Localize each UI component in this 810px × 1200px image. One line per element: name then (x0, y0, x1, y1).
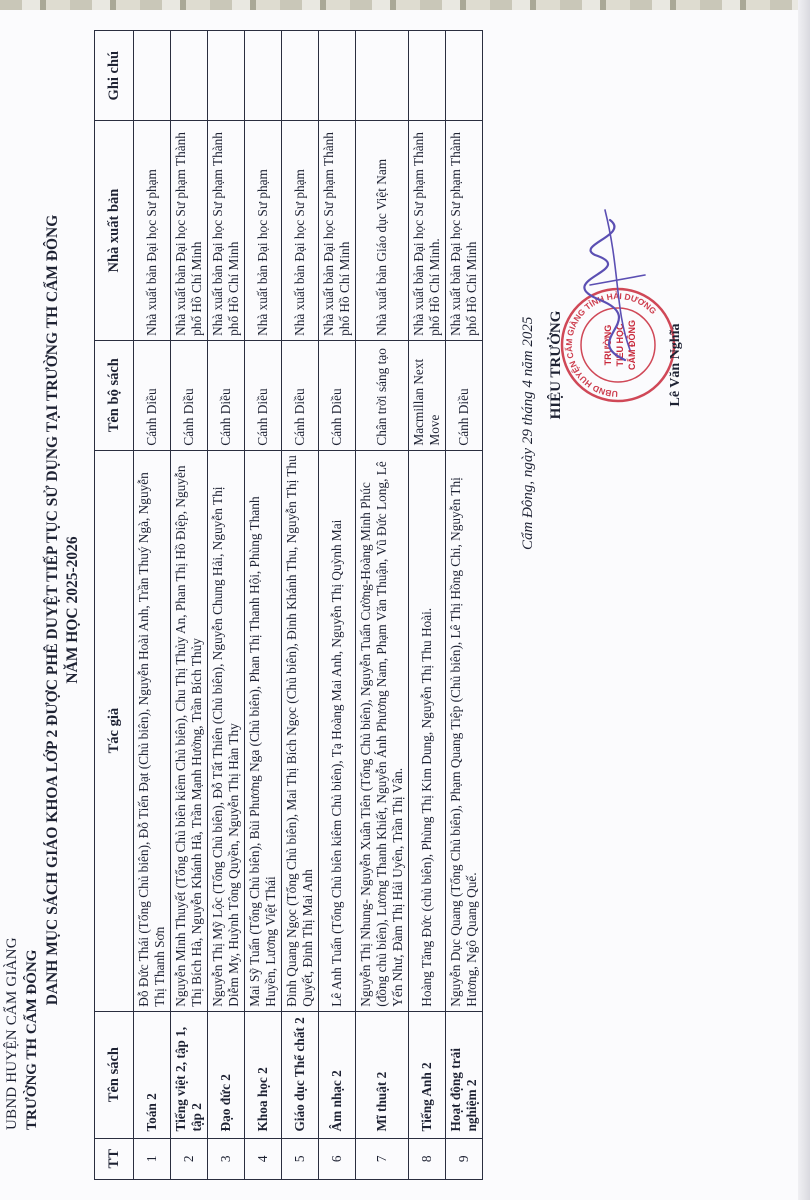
cell-book-name: Đạo đức 2 (208, 1011, 245, 1138)
col-header-publisher: Nhà xuất bản (95, 121, 134, 341)
signer-name: Lê Văn Nghĩa (668, 323, 683, 407)
cell-authors: Nguyễn Dục Quang (Tổng Chủ biên), Phạm Quang Tiệp (Chủ biên), Lê Thị Hồng Chi, Nguyễn Thị Hương, Ngô Quang Quế. (446, 450, 483, 1011)
table-row (134, 31, 171, 1180)
cell-book-name: Toán 2 (134, 1011, 171, 1138)
cell-authors: Lê Anh Tuấn (Tổng Chủ biên kiêm Chủ biên), Tạ Hoàng Mai Anh, Nguyễn Thị Quỳnh Mai (319, 450, 356, 1011)
col-header-book-name: Tên sách (95, 1011, 134, 1138)
school-name: TRƯỜNG TH CẨM ĐÔNG (24, 949, 40, 1130)
col-header-note: Ghi chú (95, 31, 134, 121)
cell-series: Cánh Diều (171, 340, 208, 450)
cell-tt: 9 (446, 1138, 483, 1179)
col-header-tt: TT (95, 1138, 134, 1179)
cell-book-name: Tiếng việt 2, tập 1, tập 2 (171, 1011, 208, 1138)
table-row (446, 31, 483, 1180)
handwritten-signature (570, 200, 660, 380)
cell-book-name: Giáo dục Thể chất 2 (282, 1011, 319, 1138)
cell-series: Cánh Diều (208, 340, 245, 450)
table-row (319, 31, 356, 1180)
cell-note (356, 31, 409, 121)
cell-authors: Mai Sỹ Tuấn (Tổng Chủ biên), Bùi Phương Nga (Chủ biên), Phan Thị Thanh Hội, Phùng Thanh Huyền, Lương Việt Thái (245, 450, 282, 1011)
col-header-authors: Tác giả (95, 450, 134, 1011)
cell-publisher: Nhà xuất bản Đại học Sư phạm Thành phố Hồ Chí Minh (446, 121, 483, 341)
org-name: UBND HUYỆN CẨM GIÀNG (4, 937, 20, 1130)
cell-tt: 2 (171, 1138, 208, 1179)
cell-publisher: Nhà xuất bản Đại học Sư phạm Thành phố Hồ Chí Minh (171, 121, 208, 341)
cell-note (245, 31, 282, 121)
cell-series: Macmillan Next Move (409, 340, 446, 450)
cell-publisher: Nhà xuất bản Đại học Sư phạm (134, 121, 171, 341)
cell-authors: Đỗ Đức Thái (Tổng Chủ biên), Đỗ Tiến Đạt (Chủ biên), Nguyễn Hoài Anh, Trần Thuý Ngà, Nguyễn Thị Thanh Sơn (134, 450, 171, 1011)
table-row (208, 31, 245, 1180)
table-row (245, 31, 282, 1180)
cell-book-name: Khoa học 2 (245, 1011, 282, 1138)
cell-note (134, 31, 171, 121)
signing-date: Cẩm Đông, ngày 29 tháng 4 năm 2025 (520, 316, 536, 550)
cell-series: Cánh Diều (134, 340, 171, 450)
cell-book-name: Hoạt động trải nghiệm 2 (446, 1011, 483, 1138)
cell-authors: Nguyễn Thị Nhung- Nguyễn Xuân Tiên (Tổng Chủ biên), Nguyễn Tuấn Cường-Hoàng Minh Phúc (đồng chủ biên), Lương Thanh Khiết, Nguyễn Ánh Phương Nam, Phạm Văn Thuận, Vũ Đức Long, Lê Yến Như, Đàm Thị Hải Uyên, Trần Thị Vân. (356, 450, 409, 1011)
cell-publisher: Nhà xuất bản Đại học Sư phạm (282, 121, 319, 341)
cell-note (282, 31, 319, 121)
cell-tt: 8 (409, 1138, 446, 1179)
cell-tt: 4 (245, 1138, 282, 1179)
document-title: DANH MỤC SÁCH GIÁO KHOA LỚP 2 ĐƯỢC PHÊ DUYỆT TIẾP TỤC SỬ DỤNG TẠI TRƯỜNG TH CẨM ĐÔNG (44, 214, 61, 1006)
cell-tt: 6 (319, 1138, 356, 1179)
table-header-row (95, 31, 134, 1180)
cell-series: Cánh Diều (245, 340, 282, 450)
svg-text:CẨM ĐÔNG: CẨM ĐÔNG (627, 320, 637, 370)
cell-book-name: Mĩ thuật 2 (356, 1011, 409, 1138)
signer-title: HIỆU TRƯỞNG (548, 310, 564, 420)
cell-note (409, 31, 446, 121)
cell-publisher: Nhà xuất bản Đại học Sư phạm Thành phố Hồ Chí Minh (208, 121, 245, 341)
col-header-series: Tên bộ sách (95, 340, 134, 450)
textbook-table (94, 30, 483, 1180)
cell-tt: 1 (134, 1138, 171, 1179)
cell-book-name: Tiếng Anh 2 (409, 1011, 446, 1138)
table-row (282, 31, 319, 1180)
cell-publisher: Nhà xuất bản Đại học Sư phạm (245, 121, 282, 341)
table-row (409, 31, 446, 1180)
cell-tt: 7 (356, 1138, 409, 1179)
cell-note (319, 31, 356, 121)
cell-note (171, 31, 208, 121)
cell-authors: Nguyễn Thị Mỹ Lộc (Tổng Chủ biên), Đỗ Tất Thiên (Chủ biên), Nguyễn Chung Hải, Nguyễn Thị Diễm My, Huỳnh Tông Quyền, Nguyễn Thị Hàn Thy (208, 450, 245, 1011)
cell-note (446, 31, 483, 121)
cell-series: Cánh Diều (282, 340, 319, 450)
school-year: NĂM HỌC 2025-2026 (64, 536, 81, 684)
cell-publisher: Nhà xuất bản Giáo dục Việt Nam (356, 121, 409, 341)
svg-text:UBND HUYỆN CẨM GIÀNG TỈNH HẢI: UBND HUYỆN CẨM GIÀNG TỈNH HẢI DƯƠNG (563, 290, 659, 400)
cell-tt: 3 (208, 1138, 245, 1179)
svg-text:TIỂU HỌC: TIỂU HỌC (615, 323, 625, 367)
cell-authors: Đinh Quang Ngọc (Tổng Chủ biên), Mai Thị Bích Ngọc (Chủ biên), Đinh Khánh Thu, Nguyễn Thị Thu Quyết, Đinh Thị Mai Anh (282, 450, 319, 1011)
cell-note (208, 31, 245, 121)
cell-series: Cánh Diều (319, 340, 356, 450)
cell-book-name: Âm nhạc 2 (319, 1011, 356, 1138)
cell-series: Chân trời sáng tạo (356, 340, 409, 450)
cell-series: Cánh Diều (446, 340, 483, 450)
cell-publisher: Nhà xuất bản Đại học Sư phạm Thành phố Hồ Chí Minh. (409, 121, 446, 341)
table-row (356, 31, 409, 1180)
cell-tt: 5 (282, 1138, 319, 1179)
table-row (171, 31, 208, 1180)
cell-authors: Hoàng Tăng Đức (chủ biên), Phùng Thị Kim Dung, Nguyễn Thị Thu Hoài. (409, 450, 446, 1011)
cell-publisher: Nhà xuất bản Đại học Sư phạm Thành phố Hồ Chí Minh (319, 121, 356, 341)
cell-authors: Nguyễn Minh Thuyết (Tổng Chủ biên kiêm Chủ biên), Chu Thị Thủy An, Phan Thị Hồ Điệp, Nguyễn Thị Bích Hà, Nguyễn Khánh Hà, Trần Mạnh Hưởng, Trần Bích Thủy (171, 450, 208, 1011)
svg-text:TRƯỜNG: TRƯỜNG (603, 324, 613, 366)
